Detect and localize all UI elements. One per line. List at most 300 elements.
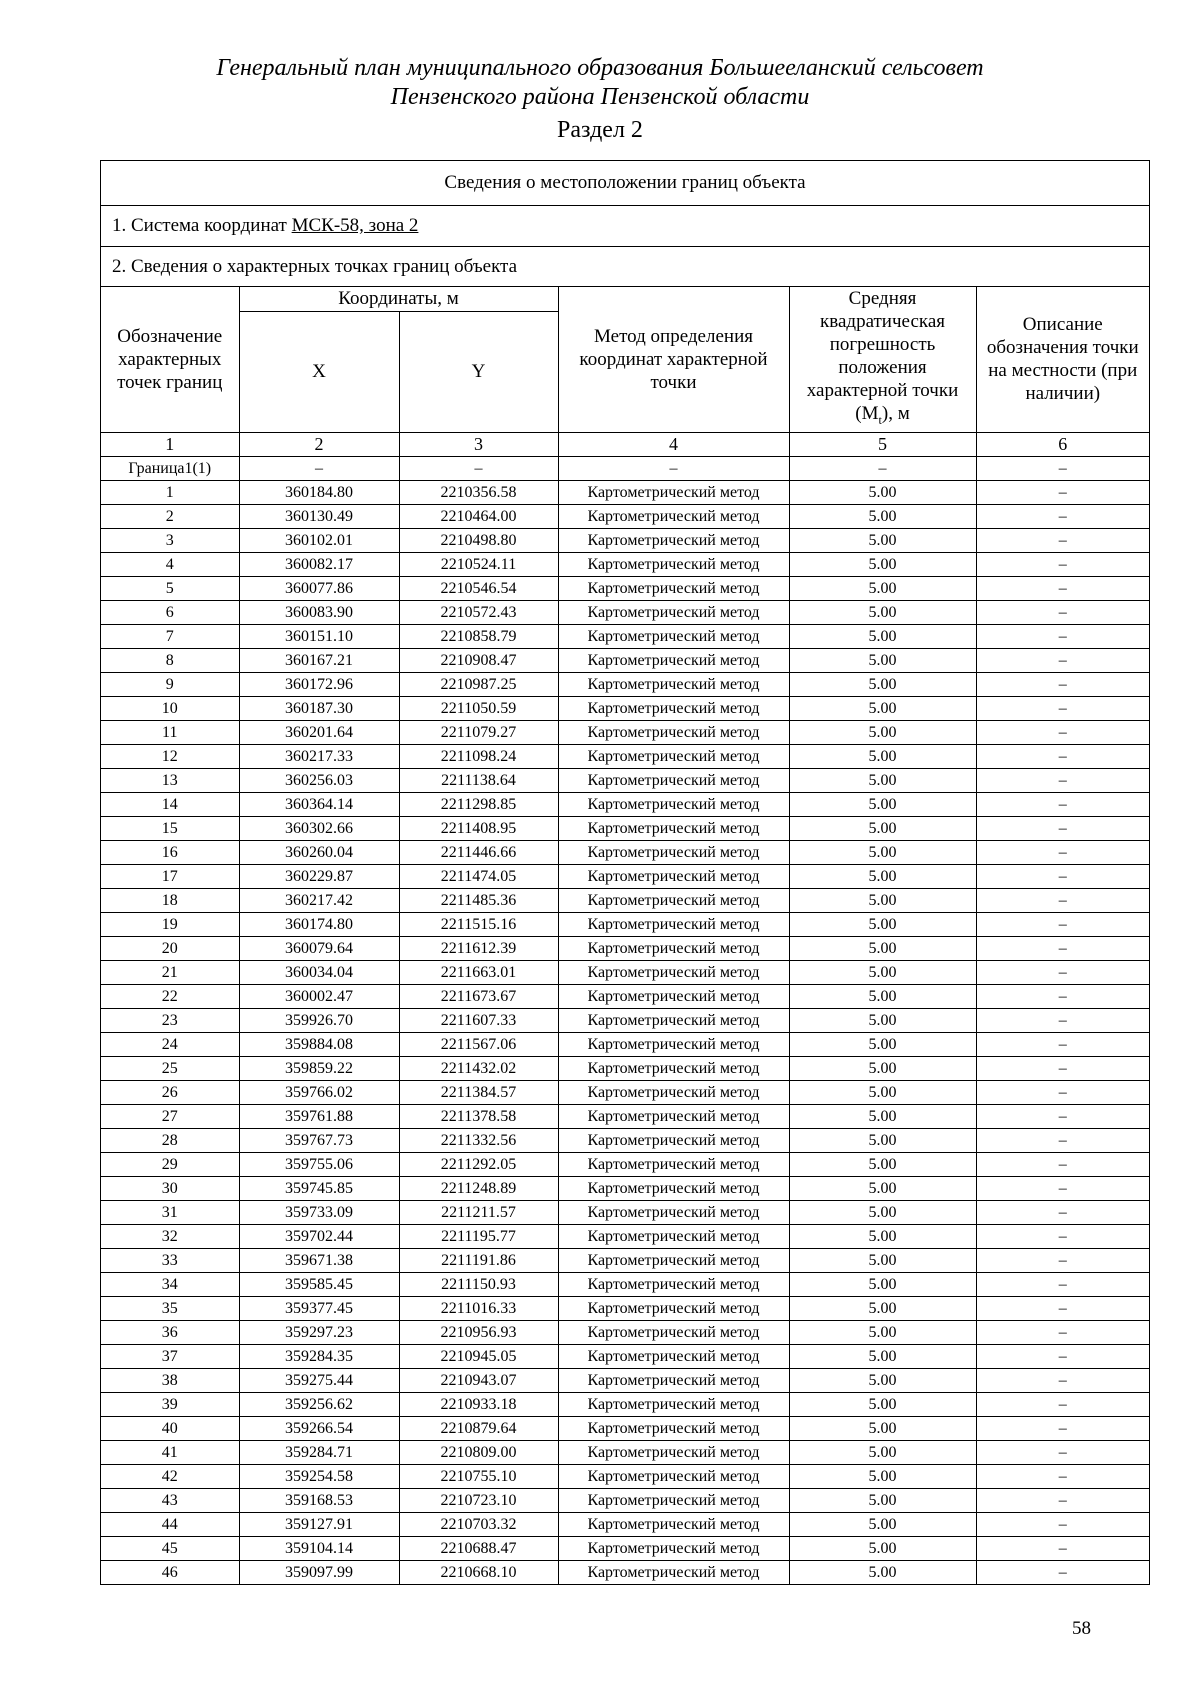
method: Картометрический метод: [558, 1008, 789, 1032]
table-row: [101, 768, 1149, 792]
table-row: [101, 888, 1149, 912]
x-coordinate: 359859.22: [239, 1056, 399, 1080]
point-designation: 36: [101, 1320, 239, 1344]
mean-error: 5.00: [789, 1200, 976, 1224]
table-row: [101, 648, 1149, 672]
table-row: [101, 864, 1149, 888]
y-coordinate: 2211332.56: [399, 1128, 558, 1152]
method: Картометрический метод: [558, 1080, 789, 1104]
method: Картометрический метод: [558, 672, 789, 696]
mean-error: 5.00: [789, 720, 976, 744]
mean-error: 5.00: [789, 480, 976, 504]
point-designation: 16: [101, 840, 239, 864]
mean-error: 5.00: [789, 864, 976, 888]
mean-error: 5.00: [789, 936, 976, 960]
table-title: Сведения о местоположении границ объекта: [101, 161, 1149, 206]
x-coordinate: 360229.87: [239, 864, 399, 888]
y-coordinate: 2210464.00: [399, 504, 558, 528]
x-coordinate: 360172.96: [239, 672, 399, 696]
point-description: –: [976, 504, 1149, 528]
point-description: –: [976, 1320, 1149, 1344]
mean-error: 5.00: [789, 1320, 976, 1344]
col-header-y: Y: [399, 311, 558, 432]
point-designation: 45: [101, 1536, 239, 1560]
column-number: 1: [101, 432, 239, 456]
mean-error: 5.00: [789, 1056, 976, 1080]
mean-error: 5.00: [789, 888, 976, 912]
table-row: [101, 1128, 1149, 1152]
point-description: –: [976, 720, 1149, 744]
table-row: [101, 1488, 1149, 1512]
point-designation: 8: [101, 648, 239, 672]
table-row: [101, 1152, 1149, 1176]
mean-error: 5.00: [789, 504, 976, 528]
point-designation: 6: [101, 600, 239, 624]
table-row: [101, 1440, 1149, 1464]
point-description: –: [976, 1224, 1149, 1248]
table-row: [101, 816, 1149, 840]
column-number: 5: [789, 432, 976, 456]
x-coordinate: 360079.64: [239, 936, 399, 960]
y-coordinate: 2211050.59: [399, 696, 558, 720]
point-description: –: [976, 576, 1149, 600]
point-description: –: [976, 1200, 1149, 1224]
mean-error: 5.00: [789, 1272, 976, 1296]
x-coordinate: 359266.54: [239, 1416, 399, 1440]
point-description: –: [976, 768, 1149, 792]
x-coordinate: 359755.06: [239, 1152, 399, 1176]
y-coordinate: 2210809.00: [399, 1440, 558, 1464]
point-description: –: [976, 960, 1149, 984]
x-coordinate: 359097.99: [239, 1560, 399, 1584]
point-designation: 4: [101, 552, 239, 576]
table-row: [101, 1008, 1149, 1032]
coordinate-system-row: [101, 206, 1149, 247]
mean-error: 5.00: [789, 1248, 976, 1272]
y-coordinate: 2211408.95: [399, 816, 558, 840]
point-designation: 21: [101, 960, 239, 984]
point-description: –: [976, 1176, 1149, 1200]
x-coordinate: 359733.09: [239, 1200, 399, 1224]
y-coordinate: 2211079.27: [399, 720, 558, 744]
x-coordinate: 359671.38: [239, 1248, 399, 1272]
table-row: [101, 1560, 1149, 1584]
point-description: –: [976, 1536, 1149, 1560]
mean-error: 5.00: [789, 1512, 976, 1536]
y-coordinate: 2211446.66: [399, 840, 558, 864]
table-row: [101, 792, 1149, 816]
point-description: –: [976, 648, 1149, 672]
point-designation: 11: [101, 720, 239, 744]
point-description: –: [976, 864, 1149, 888]
coordinate-system-value: МСК-58, зона 2: [291, 215, 419, 236]
x-coordinate: 360102.01: [239, 528, 399, 552]
boundary-info-table: [100, 160, 1150, 1585]
method: Картометрический метод: [558, 1056, 789, 1080]
mean-error: 5.00: [789, 792, 976, 816]
header-line-2: Пензенского района Пензенской области: [390, 84, 810, 110]
x-coordinate: 360083.90: [239, 600, 399, 624]
mean-error: 5.00: [789, 1104, 976, 1128]
method: Картометрический метод: [558, 528, 789, 552]
method: Картометрический метод: [558, 1128, 789, 1152]
point-description: –: [976, 984, 1149, 1008]
y-coordinate: 2211432.02: [399, 1056, 558, 1080]
point-designation: 31: [101, 1200, 239, 1224]
table-row: [101, 1176, 1149, 1200]
method: Картометрический метод: [558, 480, 789, 504]
table-row: [101, 1032, 1149, 1056]
method: Картометрический метод: [558, 1440, 789, 1464]
table-row: [101, 1104, 1149, 1128]
table-row: [101, 1272, 1149, 1296]
col-header-method: Метод определения координат характерной точки: [558, 287, 789, 432]
point-designation: 3: [101, 528, 239, 552]
method: Картометрический метод: [558, 744, 789, 768]
y-coordinate: 2211150.93: [399, 1272, 558, 1296]
x-coordinate: 359377.45: [239, 1296, 399, 1320]
mean-error: 5.00: [789, 960, 976, 984]
point-description: –: [976, 1344, 1149, 1368]
point-designation: 28: [101, 1128, 239, 1152]
table-row: [101, 1224, 1149, 1248]
table-row: [101, 912, 1149, 936]
table-row: [101, 1080, 1149, 1104]
mean-error: 5.00: [789, 1080, 976, 1104]
y-coordinate: 2210668.10: [399, 1560, 558, 1584]
y-coordinate: 2210546.54: [399, 576, 558, 600]
table-row: [101, 1464, 1149, 1488]
x-coordinate: 360302.66: [239, 816, 399, 840]
column-number: 4: [558, 432, 789, 456]
x-coordinate: 360260.04: [239, 840, 399, 864]
coordinate-system-label: 1. Система координат: [112, 215, 292, 236]
y-coordinate: 2211515.16: [399, 912, 558, 936]
column-number: 6: [976, 432, 1149, 456]
table-row: [101, 576, 1149, 600]
y-coordinate: 2211384.57: [399, 1080, 558, 1104]
x-coordinate: 359127.91: [239, 1512, 399, 1536]
mean-error: 5.00: [789, 576, 976, 600]
point-designation: 23: [101, 1008, 239, 1032]
point-designation: 37: [101, 1344, 239, 1368]
method: Картометрический метод: [558, 1464, 789, 1488]
method: Картометрический метод: [558, 1200, 789, 1224]
table-row: [101, 600, 1149, 624]
point-designation: 17: [101, 864, 239, 888]
x-coordinate: 360187.30: [239, 696, 399, 720]
table-row: [101, 984, 1149, 1008]
method: Картометрический метод: [558, 1392, 789, 1416]
point-designation: 9: [101, 672, 239, 696]
boundary-row: [101, 456, 1149, 480]
table-row: [101, 960, 1149, 984]
point-description: –: [976, 1248, 1149, 1272]
mean-error: 5.00: [789, 600, 976, 624]
y-coordinate: 2211474.05: [399, 864, 558, 888]
point-description: –: [976, 1416, 1149, 1440]
mean-error: 5.00: [789, 1488, 976, 1512]
method: Картометрический метод: [558, 1344, 789, 1368]
table-row: [101, 672, 1149, 696]
point-designation: 26: [101, 1080, 239, 1104]
method: Картометрический метод: [558, 1296, 789, 1320]
y-coordinate: 2211191.86: [399, 1248, 558, 1272]
point-designation: 5: [101, 576, 239, 600]
x-coordinate: 359284.35: [239, 1344, 399, 1368]
point-description: –: [976, 600, 1149, 624]
point-description: –: [976, 840, 1149, 864]
point-description: –: [976, 624, 1149, 648]
y-coordinate: 2211211.57: [399, 1200, 558, 1224]
point-designation: 7: [101, 624, 239, 648]
method: Картометрический метод: [558, 840, 789, 864]
column-number-row: [101, 432, 1149, 456]
x-coordinate: 359884.08: [239, 1032, 399, 1056]
method: Картометрический метод: [558, 1560, 789, 1584]
table-row: [101, 624, 1149, 648]
method: Картометрический метод: [558, 624, 789, 648]
mean-error: 5.00: [789, 1224, 976, 1248]
table-row: [101, 744, 1149, 768]
y-coordinate: 2210933.18: [399, 1392, 558, 1416]
y-coordinate: 2211195.77: [399, 1224, 558, 1248]
point-designation: 32: [101, 1224, 239, 1248]
mean-error: 5.00: [789, 1008, 976, 1032]
document-header: [0, 54, 1200, 145]
table-row: [101, 1056, 1149, 1080]
mean-error: 5.00: [789, 1416, 976, 1440]
y-coordinate: 2211098.24: [399, 744, 558, 768]
mean-error: –: [789, 456, 976, 480]
method: Картометрический метод: [558, 960, 789, 984]
method: Картометрический метод: [558, 600, 789, 624]
y-coordinate: 2210356.58: [399, 480, 558, 504]
x-coordinate: 359766.02: [239, 1080, 399, 1104]
x-coordinate: 359761.88: [239, 1104, 399, 1128]
mean-error: 5.00: [789, 768, 976, 792]
x-coordinate: 359926.70: [239, 1008, 399, 1032]
point-designation: 33: [101, 1248, 239, 1272]
method: Картометрический метод: [558, 864, 789, 888]
y-coordinate: 2210524.11: [399, 552, 558, 576]
point-description: –: [976, 1008, 1149, 1032]
point-description: –: [976, 1440, 1149, 1464]
point-description: –: [976, 1392, 1149, 1416]
points-info-row: 2. Сведения о характерных точках границ объекта: [101, 247, 1149, 287]
table-row: [101, 1320, 1149, 1344]
y-coordinate: 2211378.58: [399, 1104, 558, 1128]
point-designation: 19: [101, 912, 239, 936]
x-coordinate: 359254.58: [239, 1464, 399, 1488]
table-row: [101, 1248, 1149, 1272]
point-designation: 1: [101, 480, 239, 504]
method: Картометрический метод: [558, 1512, 789, 1536]
x-coordinate: –: [239, 456, 399, 480]
point-description: –: [976, 888, 1149, 912]
mean-error: 5.00: [789, 912, 976, 936]
x-coordinate: 360217.42: [239, 888, 399, 912]
table-row: [101, 552, 1149, 576]
y-coordinate: 2210879.64: [399, 1416, 558, 1440]
point-description: –: [976, 792, 1149, 816]
y-coordinate: 2211016.33: [399, 1296, 558, 1320]
point-description: –: [976, 1032, 1149, 1056]
method: Картометрический метод: [558, 1224, 789, 1248]
mean-error: 5.00: [789, 1152, 976, 1176]
x-coordinate: 359767.73: [239, 1128, 399, 1152]
point-description: –: [976, 1080, 1149, 1104]
mean-error: 5.00: [789, 1344, 976, 1368]
point-designation: 20: [101, 936, 239, 960]
point-designation: 27: [101, 1104, 239, 1128]
point-designation: 35: [101, 1296, 239, 1320]
point-description: –: [976, 1368, 1149, 1392]
method: Картометрический метод: [558, 1320, 789, 1344]
x-coordinate: 360002.47: [239, 984, 399, 1008]
table-row: [101, 1368, 1149, 1392]
x-coordinate: 360217.33: [239, 744, 399, 768]
point-designation: 42: [101, 1464, 239, 1488]
y-coordinate: 2211673.67: [399, 984, 558, 1008]
mean-error: 5.00: [789, 528, 976, 552]
y-coordinate: 2210688.47: [399, 1536, 558, 1560]
method: Картометрический метод: [558, 816, 789, 840]
y-coordinate: 2210945.05: [399, 1344, 558, 1368]
y-coordinate: 2211292.05: [399, 1152, 558, 1176]
y-coordinate: 2210956.93: [399, 1320, 558, 1344]
col-header-description: Описание обозначения точки на местности (при наличии): [976, 287, 1149, 432]
method: Картометрический метод: [558, 720, 789, 744]
x-coordinate: 359168.53: [239, 1488, 399, 1512]
y-coordinate: 2211612.39: [399, 936, 558, 960]
x-coordinate: 360077.86: [239, 576, 399, 600]
mean-error: 5.00: [789, 1032, 976, 1056]
point-description: –: [976, 1464, 1149, 1488]
x-coordinate: 360130.49: [239, 504, 399, 528]
y-coordinate: 2211485.36: [399, 888, 558, 912]
table-row: [101, 480, 1149, 504]
col-header-designation: Обозначение характерных точек границ: [101, 287, 239, 432]
y-coordinate: 2211567.06: [399, 1032, 558, 1056]
table-row: [101, 936, 1149, 960]
col-header-coordinates: Координаты, м: [239, 287, 558, 311]
point-designation: 39: [101, 1392, 239, 1416]
y-coordinate: 2211607.33: [399, 1008, 558, 1032]
point-description: –: [976, 1488, 1149, 1512]
mean-error: 5.00: [789, 1392, 976, 1416]
mean-error: 5.00: [789, 840, 976, 864]
point-designation: 22: [101, 984, 239, 1008]
point-description: –: [976, 1272, 1149, 1296]
point-description: –: [976, 936, 1149, 960]
mean-error: 5.00: [789, 984, 976, 1008]
y-coordinate: –: [399, 456, 558, 480]
mean-error: 5.00: [789, 1536, 976, 1560]
column-number: 2: [239, 432, 399, 456]
mean-error: 5.00: [789, 816, 976, 840]
y-coordinate: 2211663.01: [399, 960, 558, 984]
method: Картометрический метод: [558, 552, 789, 576]
table-row: [101, 1536, 1149, 1560]
point-description: –: [976, 744, 1149, 768]
col-header-x: X: [239, 311, 399, 432]
point-description: –: [976, 1560, 1149, 1584]
mean-error: 5.00: [789, 1464, 976, 1488]
method: Картометрический метод: [558, 984, 789, 1008]
method: –: [558, 456, 789, 480]
point-description: –: [976, 528, 1149, 552]
method: Картометрический метод: [558, 576, 789, 600]
point-designation: 15: [101, 816, 239, 840]
method: Картометрический метод: [558, 1152, 789, 1176]
x-coordinate: 359702.44: [239, 1224, 399, 1248]
point-description: –: [976, 552, 1149, 576]
mean-error: 5.00: [789, 744, 976, 768]
point-description: –: [976, 1056, 1149, 1080]
method: Картометрический метод: [558, 1248, 789, 1272]
mean-error: 5.00: [789, 1176, 976, 1200]
point-designation: 2: [101, 504, 239, 528]
table-row: [101, 1512, 1149, 1536]
point-designation: 18: [101, 888, 239, 912]
page-number: 58: [1072, 1618, 1091, 1639]
x-coordinate: 359284.71: [239, 1440, 399, 1464]
table-row: [101, 840, 1149, 864]
table-row: [101, 528, 1149, 552]
point-description: –: [976, 1104, 1149, 1128]
mean-error: 5.00: [789, 1368, 976, 1392]
y-coordinate: 2210572.43: [399, 600, 558, 624]
y-coordinate: 2211138.64: [399, 768, 558, 792]
mean-error: 5.00: [789, 648, 976, 672]
method: Картометрический метод: [558, 696, 789, 720]
y-coordinate: 2210723.10: [399, 1488, 558, 1512]
y-coordinate: 2210943.07: [399, 1368, 558, 1392]
x-coordinate: 359104.14: [239, 1536, 399, 1560]
table-row: [101, 1296, 1149, 1320]
table-row: [101, 1416, 1149, 1440]
x-coordinate: 359297.23: [239, 1320, 399, 1344]
x-coordinate: 360034.04: [239, 960, 399, 984]
mean-error: 5.00: [789, 672, 976, 696]
table-row: [101, 504, 1149, 528]
x-coordinate: 359745.85: [239, 1176, 399, 1200]
x-coordinate: 360364.14: [239, 792, 399, 816]
mean-error: 5.00: [789, 1560, 976, 1584]
method: Картометрический метод: [558, 1368, 789, 1392]
table-row: [101, 1344, 1149, 1368]
point-designation: 38: [101, 1368, 239, 1392]
mean-error: 5.00: [789, 1128, 976, 1152]
y-coordinate: 2210498.80: [399, 528, 558, 552]
y-coordinate: 2211248.89: [399, 1176, 558, 1200]
point-description: –: [976, 1128, 1149, 1152]
point-description: –: [976, 912, 1149, 936]
point-description: –: [976, 672, 1149, 696]
table-row: [101, 1392, 1149, 1416]
x-coordinate: 359275.44: [239, 1368, 399, 1392]
mean-error: 5.00: [789, 552, 976, 576]
x-coordinate: 359585.45: [239, 1272, 399, 1296]
point-description: –: [976, 456, 1149, 480]
y-coordinate: 2210987.25: [399, 672, 558, 696]
method: Картометрический метод: [558, 504, 789, 528]
point-designation: 40: [101, 1416, 239, 1440]
point-designation: 34: [101, 1272, 239, 1296]
table-row: [101, 1200, 1149, 1224]
method: Картометрический метод: [558, 792, 789, 816]
